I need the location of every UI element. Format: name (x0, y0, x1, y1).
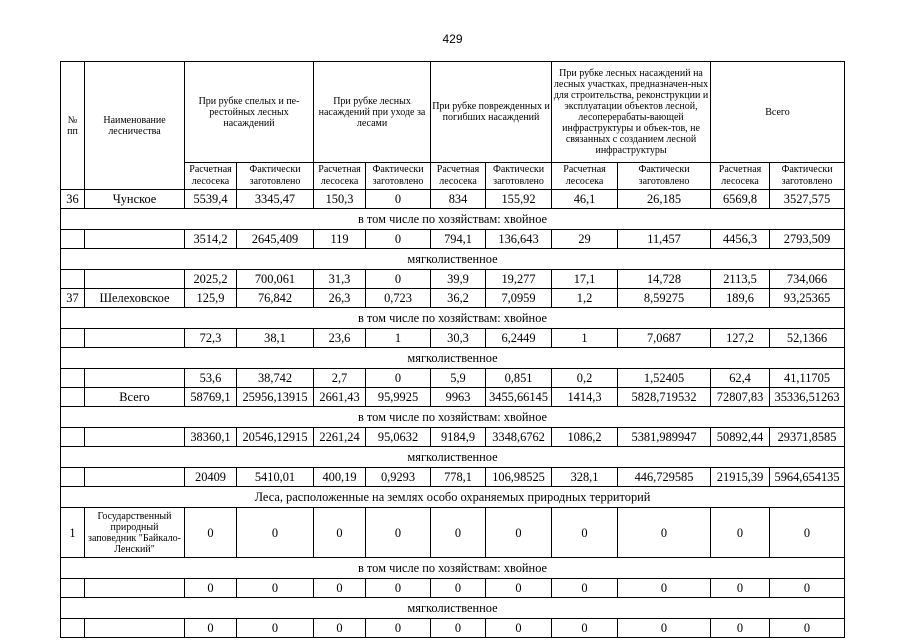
forestry-name: Государственный природный заповедник "Байкало-Ленский" (85, 508, 185, 558)
cell: 136,643 (486, 230, 552, 249)
cell: 36,2 (431, 289, 486, 308)
section-heading: мягколиственное (61, 598, 845, 619)
cell: 0,851 (486, 369, 552, 388)
cell: 446,729585 (618, 468, 711, 487)
section-heading: в том числе по хозяйствам: хвойное (61, 308, 845, 329)
cell: 0 (314, 508, 366, 558)
cell: 400,19 (314, 468, 366, 487)
cell: 0 (366, 508, 431, 558)
cell: 0 (711, 619, 770, 638)
header-calc: Расчетная лесосека (314, 163, 366, 190)
header-group-care: При рубке лесных насаждений при уходе за лесами (314, 62, 431, 163)
row-no (61, 619, 85, 638)
cell: 4456,3 (711, 230, 770, 249)
table-row (61, 508, 845, 558)
header-group-total: Всего (711, 62, 845, 163)
cell: 58769,1 (185, 388, 237, 407)
section-heading: мягколиственное (61, 447, 845, 468)
cell: 0 (552, 619, 618, 638)
table-row (61, 388, 845, 407)
cell: 3345,47 (237, 190, 314, 209)
forestry-name (85, 270, 185, 289)
forestry-name (85, 468, 185, 487)
cell: 93,25365 (770, 289, 845, 308)
cell: 0 (314, 579, 366, 598)
cell: 30,3 (431, 329, 486, 348)
cell: 20546,12915 (237, 428, 314, 447)
cell: 3455,66145 (486, 388, 552, 407)
cell: 26,3 (314, 289, 366, 308)
cell: 2025,2 (185, 270, 237, 289)
cell: 39,9 (431, 270, 486, 289)
cell: 1 (552, 329, 618, 348)
cell: 155,92 (486, 190, 552, 209)
cell: 0 (770, 619, 845, 638)
cell: 20409 (185, 468, 237, 487)
cell: 0 (486, 579, 552, 598)
cell: 0 (552, 579, 618, 598)
cell: 2661,43 (314, 388, 366, 407)
cell: 11,457 (618, 230, 711, 249)
cell: 29371,8585 (770, 428, 845, 447)
cell: 38360,1 (185, 428, 237, 447)
header-calc: Расчетная лесосека (711, 163, 770, 190)
cell: 46,1 (552, 190, 618, 209)
cell: 2645,409 (237, 230, 314, 249)
cell: 0 (185, 579, 237, 598)
header-actual: Фактически заготовлено (237, 163, 314, 190)
forest-harvest-table (60, 61, 845, 638)
cell: 8,59275 (618, 289, 711, 308)
header-calc: Расчетная лесосека (431, 163, 486, 190)
row-no: 1 (61, 508, 85, 558)
table-row (61, 270, 845, 289)
cell: 0 (366, 579, 431, 598)
page-number: 429 (442, 32, 463, 46)
cell: 1086,2 (552, 428, 618, 447)
forestry-name: Чунское (85, 190, 185, 209)
table-row (61, 579, 845, 598)
cell: 72807,83 (711, 388, 770, 407)
cell: 5828,719532 (618, 388, 711, 407)
row-no: 37 (61, 289, 85, 308)
cell: 794,1 (431, 230, 486, 249)
forestry-name: Всего (85, 388, 185, 407)
cell: 53,6 (185, 369, 237, 388)
cell: 0,723 (366, 289, 431, 308)
cell: 1,2 (552, 289, 618, 308)
cell: 0 (366, 369, 431, 388)
cell: 0 (237, 579, 314, 598)
cell: 0 (770, 579, 845, 598)
table-row (61, 468, 845, 487)
cell: 700,061 (237, 270, 314, 289)
cell: 0 (366, 619, 431, 638)
cell: 0 (431, 508, 486, 558)
table-row (61, 289, 845, 308)
cell: 0 (314, 619, 366, 638)
cell: 834 (431, 190, 486, 209)
forestry-name: Шелеховское (85, 289, 185, 308)
cell: 119 (314, 230, 366, 249)
table-row (61, 329, 845, 348)
cell: 6569,8 (711, 190, 770, 209)
cell: 0 (366, 190, 431, 209)
section-heading: в том числе по хозяйствам: хвойное (61, 209, 845, 230)
cell: 1414,3 (552, 388, 618, 407)
cell: 2113,5 (711, 270, 770, 289)
header-actual: Фактически заготовлено (618, 163, 711, 190)
cell: 95,0632 (366, 428, 431, 447)
row-no (61, 579, 85, 598)
cell: 2793,509 (770, 230, 845, 249)
table-row (61, 230, 845, 249)
cell: 0 (237, 508, 314, 558)
header-actual: Фактически заготовлено (366, 163, 431, 190)
cell: 3527,575 (770, 190, 845, 209)
cell: 2261,24 (314, 428, 366, 447)
section-heading: Леса, расположенные на землях особо охраняемых природных территорий (61, 487, 845, 508)
forestry-name (85, 619, 185, 638)
cell: 29 (552, 230, 618, 249)
cell: 26,185 (618, 190, 711, 209)
cell: 0 (237, 619, 314, 638)
cell: 38,742 (237, 369, 314, 388)
cell: 31,3 (314, 270, 366, 289)
header-group-infrastructure: При рубке лесных насаждений на лесных участках, предназначен-ных для строительства, реконструкции и эксплуатации объектов лесной, лесоперерабаты-вающей инфраструктуры и объек-тов, не связанных с созданием лесной инфраструктуры (552, 62, 711, 163)
cell: 3348,6762 (486, 428, 552, 447)
header-actual: Фактически заготовлено (770, 163, 845, 190)
row-no (61, 468, 85, 487)
table-row (61, 190, 845, 209)
cell: 9963 (431, 388, 486, 407)
row-no: 36 (61, 190, 85, 209)
cell: 0 (431, 579, 486, 598)
table-row (61, 428, 845, 447)
cell: 3514,2 (185, 230, 237, 249)
row-no (61, 230, 85, 249)
cell: 2,7 (314, 369, 366, 388)
row-no (61, 329, 85, 348)
cell: 6,2449 (486, 329, 552, 348)
header-calc: Расчетная лесосека (185, 163, 237, 190)
cell: 328,1 (552, 468, 618, 487)
cell: 0 (185, 508, 237, 558)
cell: 0,9293 (366, 468, 431, 487)
cell: 7,0959 (486, 289, 552, 308)
table-row (61, 369, 845, 388)
row-no (61, 270, 85, 289)
cell: 106,98525 (486, 468, 552, 487)
cell: 19,277 (486, 270, 552, 289)
header-no: № пп (61, 62, 85, 190)
forestry-name (85, 428, 185, 447)
cell: 5539,4 (185, 190, 237, 209)
cell: 5,9 (431, 369, 486, 388)
row-no (61, 428, 85, 447)
header-forestry-name: Наименование лесничества (85, 62, 185, 190)
cell: 50892,44 (711, 428, 770, 447)
cell: 35336,51263 (770, 388, 845, 407)
forestry-name (85, 579, 185, 598)
cell: 41,11705 (770, 369, 845, 388)
cell: 0,2 (552, 369, 618, 388)
cell: 125,9 (185, 289, 237, 308)
cell: 95,9925 (366, 388, 431, 407)
cell: 7,0687 (618, 329, 711, 348)
cell: 5381,989947 (618, 428, 711, 447)
table-row (61, 619, 845, 638)
cell: 0 (770, 508, 845, 558)
header-actual: Фактически заготовлено (486, 163, 552, 190)
header-group-damaged: При рубке поврежденных и погибших насаждений (431, 62, 552, 163)
cell: 189,6 (711, 289, 770, 308)
cell: 778,1 (431, 468, 486, 487)
cell: 0 (366, 270, 431, 289)
header-group-mature: При рубке спелых и пе-рестойных лесных насаждений (185, 62, 314, 163)
cell: 0 (431, 619, 486, 638)
cell: 0 (366, 230, 431, 249)
cell: 21915,39 (711, 468, 770, 487)
cell: 1,52405 (618, 369, 711, 388)
cell: 5964,654135 (770, 468, 845, 487)
cell: 0 (552, 508, 618, 558)
cell: 734,066 (770, 270, 845, 289)
forestry-name (85, 369, 185, 388)
cell: 5410,01 (237, 468, 314, 487)
section-heading: мягколиственное (61, 348, 845, 369)
row-no (61, 369, 85, 388)
cell: 0 (618, 619, 711, 638)
cell: 1 (366, 329, 431, 348)
cell: 25956,13915 (237, 388, 314, 407)
cell: 38,1 (237, 329, 314, 348)
cell: 0 (486, 619, 552, 638)
cell: 0 (185, 619, 237, 638)
cell: 9184,9 (431, 428, 486, 447)
cell: 0 (711, 579, 770, 598)
section-heading: в том числе по хозяйствам: хвойное (61, 558, 845, 579)
cell: 23,6 (314, 329, 366, 348)
cell: 0 (486, 508, 552, 558)
cell: 62,4 (711, 369, 770, 388)
cell: 0 (711, 508, 770, 558)
header-calc: Расчетная лесосека (552, 163, 618, 190)
cell: 150,3 (314, 190, 366, 209)
cell: 127,2 (711, 329, 770, 348)
forestry-name (85, 230, 185, 249)
cell: 52,1366 (770, 329, 845, 348)
cell: 14,728 (618, 270, 711, 289)
cell: 17,1 (552, 270, 618, 289)
cell: 0 (618, 508, 711, 558)
row-no (61, 388, 85, 407)
section-heading: мягколиственное (61, 249, 845, 270)
cell: 0 (618, 579, 711, 598)
cell: 72,3 (185, 329, 237, 348)
section-heading: в том числе по хозяйствам: хвойное (61, 407, 845, 428)
forestry-name (85, 329, 185, 348)
cell: 76,842 (237, 289, 314, 308)
